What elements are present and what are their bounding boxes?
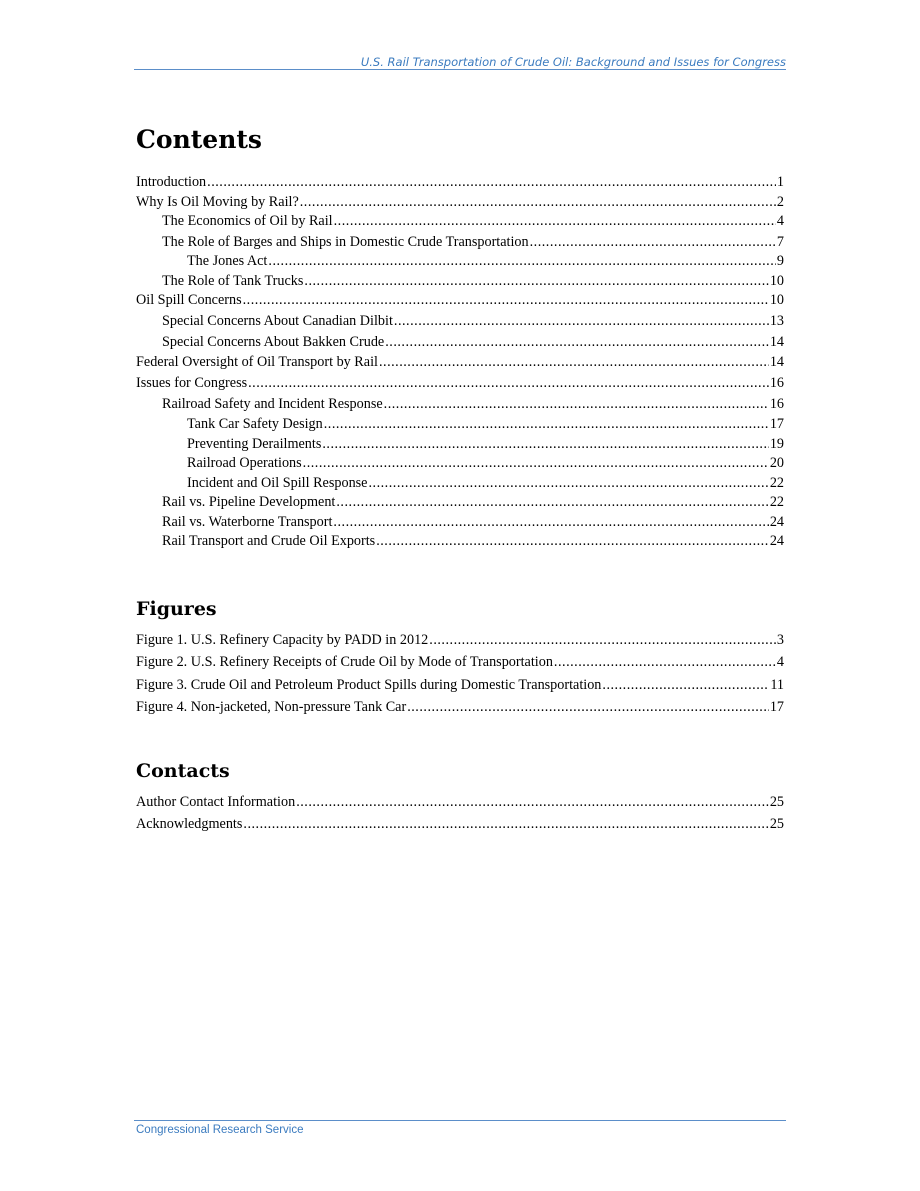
contact-entry-title: Author Contact Information [136, 794, 296, 810]
toc-entry[interactable] [136, 494, 784, 514]
toc-page-number: 14 [769, 354, 784, 371]
contents-heading: Contents [136, 125, 263, 154]
dot-leader [296, 794, 769, 811]
toc-entry[interactable] [136, 253, 784, 273]
toc-entry-title: Rail Transport and Crude Oil Exports [162, 533, 376, 550]
dot-leader [368, 475, 768, 492]
figure-entry[interactable] [136, 677, 784, 699]
toc-entry[interactable] [136, 396, 784, 417]
figure-entry[interactable] [136, 632, 784, 654]
toc-page-number: 1 [776, 174, 784, 190]
toc-entry-title: Federal Oversight of Oil Transport by Rail [136, 354, 378, 371]
footer-organization: Congressional Research Service [136, 1124, 304, 1136]
dot-leader [243, 816, 768, 833]
figures-heading: Figures [136, 598, 217, 620]
toc-entry-title: The Role of Tank Trucks [162, 272, 304, 289]
dot-leader [407, 699, 769, 716]
dot-leader [303, 455, 769, 472]
toc-page-number: 22 [769, 474, 784, 491]
figure-entry-title: Figure 1. U.S. Refinery Capacity by PADD in 2012 [136, 632, 429, 648]
footer-divider [134, 1120, 786, 1121]
toc-entry-title: Incident and Oil Spill Response [187, 474, 368, 491]
figure-entry-title: Figure 3. Crude Oil and Petroleum Product Spills during Domestic Transportation [136, 676, 602, 693]
toc-entry-title: Rail vs. Pipeline Development [162, 494, 336, 511]
toc-entry-title: Why Is Oil Moving by Rail? [136, 193, 299, 210]
dot-leader [207, 174, 776, 191]
toc-entry[interactable] [136, 514, 784, 534]
toc-entry-title: Tank Car Safety Design [187, 416, 323, 433]
dot-leader [304, 273, 768, 290]
contacts-heading: Contacts [136, 760, 230, 782]
toc-entry-title: Special Concerns About Bakken Crude [162, 333, 385, 350]
toc-entry[interactable] [136, 194, 784, 214]
toc-page-number: 20 [769, 455, 784, 472]
contact-page-number: 25 [769, 794, 784, 810]
toc-entry[interactable] [136, 436, 784, 456]
toc-page-number: 10 [769, 292, 784, 309]
figure-entry-title: Figure 4. Non-jacketed, Non-pressure Tank Car [136, 698, 407, 715]
toc-page-number: 7 [776, 233, 784, 250]
toc-page-number: 22 [769, 494, 784, 511]
toc-page-number: 13 [769, 312, 784, 329]
figure-page-number: 11 [770, 676, 784, 693]
toc-entry-title: Preventing Derailments [187, 435, 322, 452]
toc-entry[interactable] [136, 354, 784, 375]
dot-leader [243, 292, 769, 309]
toc-entry-title: Introduction [136, 174, 207, 190]
dot-leader [376, 533, 769, 550]
toc-entry-title: Rail vs. Waterborne Transport [162, 513, 333, 530]
toc-page-number: 24 [769, 533, 784, 550]
toc-entry-title: The Role of Barges and Ships in Domestic Crude Transportation [162, 233, 529, 250]
dot-leader [554, 654, 776, 671]
toc-page-number: 16 [769, 395, 784, 412]
list-of-figures [136, 632, 784, 721]
contact-page-number: 25 [769, 816, 784, 833]
toc-entry[interactable] [136, 174, 784, 194]
toc-entry-title: Railroad Safety and Incident Response [162, 395, 383, 412]
toc-entry-title: Special Concerns About Canadian Dilbit [162, 312, 393, 329]
toc-page-number: 24 [769, 513, 784, 530]
toc-entry[interactable] [136, 213, 784, 234]
dot-leader [334, 213, 776, 230]
table-of-contents [136, 174, 784, 553]
contact-entry-title: Acknowledgments [136, 816, 243, 833]
dot-leader [385, 334, 769, 351]
toc-entry[interactable] [136, 313, 784, 334]
toc-page-number: 10 [769, 272, 784, 289]
toc-entry-title: The Jones Act [187, 253, 268, 270]
header-divider [134, 69, 786, 70]
toc-page-number: 14 [769, 333, 784, 350]
toc-page-number: 4 [776, 213, 784, 229]
toc-entry-title: Issues for Congress [136, 374, 248, 391]
toc-entry[interactable] [136, 475, 784, 495]
toc-entry-title: Oil Spill Concerns [136, 292, 242, 309]
running-header: U.S. Rail Transportation of Crude Oil: Background and Issues for Congress [360, 55, 786, 69]
toc-page-number: 2 [776, 193, 784, 210]
figure-page-number: 3 [776, 632, 784, 648]
list-of-contacts [136, 794, 784, 839]
toc-page-number: 19 [769, 435, 784, 452]
figure-entry[interactable] [136, 699, 784, 721]
toc-entry[interactable] [136, 273, 784, 293]
toc-entry[interactable] [136, 533, 784, 553]
dot-leader [602, 677, 769, 694]
toc-entry-title: The Economics of Oil by Rail [162, 213, 333, 229]
figure-entry[interactable] [136, 654, 784, 676]
toc-entry[interactable] [136, 455, 784, 475]
toc-entry[interactable] [136, 375, 784, 396]
toc-entry[interactable] [136, 292, 784, 313]
figure-page-number: 4 [776, 654, 784, 671]
toc-page-number: 17 [769, 416, 784, 433]
dot-leader [324, 416, 769, 433]
toc-page-number: 16 [769, 374, 784, 391]
toc-entry[interactable] [136, 234, 784, 254]
dot-leader [379, 354, 769, 371]
toc-page-number: 9 [776, 253, 784, 270]
figure-entry-title: Figure 2. U.S. Refinery Receipts of Crude Oil by Mode of Transportation [136, 654, 553, 671]
dot-leader [300, 194, 776, 211]
toc-entry-title: Railroad Operations [187, 455, 302, 472]
dot-leader [530, 234, 776, 251]
dot-leader [394, 313, 769, 330]
dot-leader [429, 632, 776, 649]
toc-entry[interactable] [136, 416, 784, 436]
contact-entry[interactable] [136, 794, 784, 816]
dot-leader [248, 375, 769, 392]
figure-page-number: 17 [769, 698, 784, 715]
contact-entry[interactable] [136, 816, 784, 838]
dot-leader [322, 436, 768, 453]
dot-leader [333, 514, 768, 531]
dot-leader [268, 253, 776, 270]
dot-leader [336, 494, 768, 511]
dot-leader [384, 396, 769, 413]
toc-entry[interactable] [136, 334, 784, 355]
